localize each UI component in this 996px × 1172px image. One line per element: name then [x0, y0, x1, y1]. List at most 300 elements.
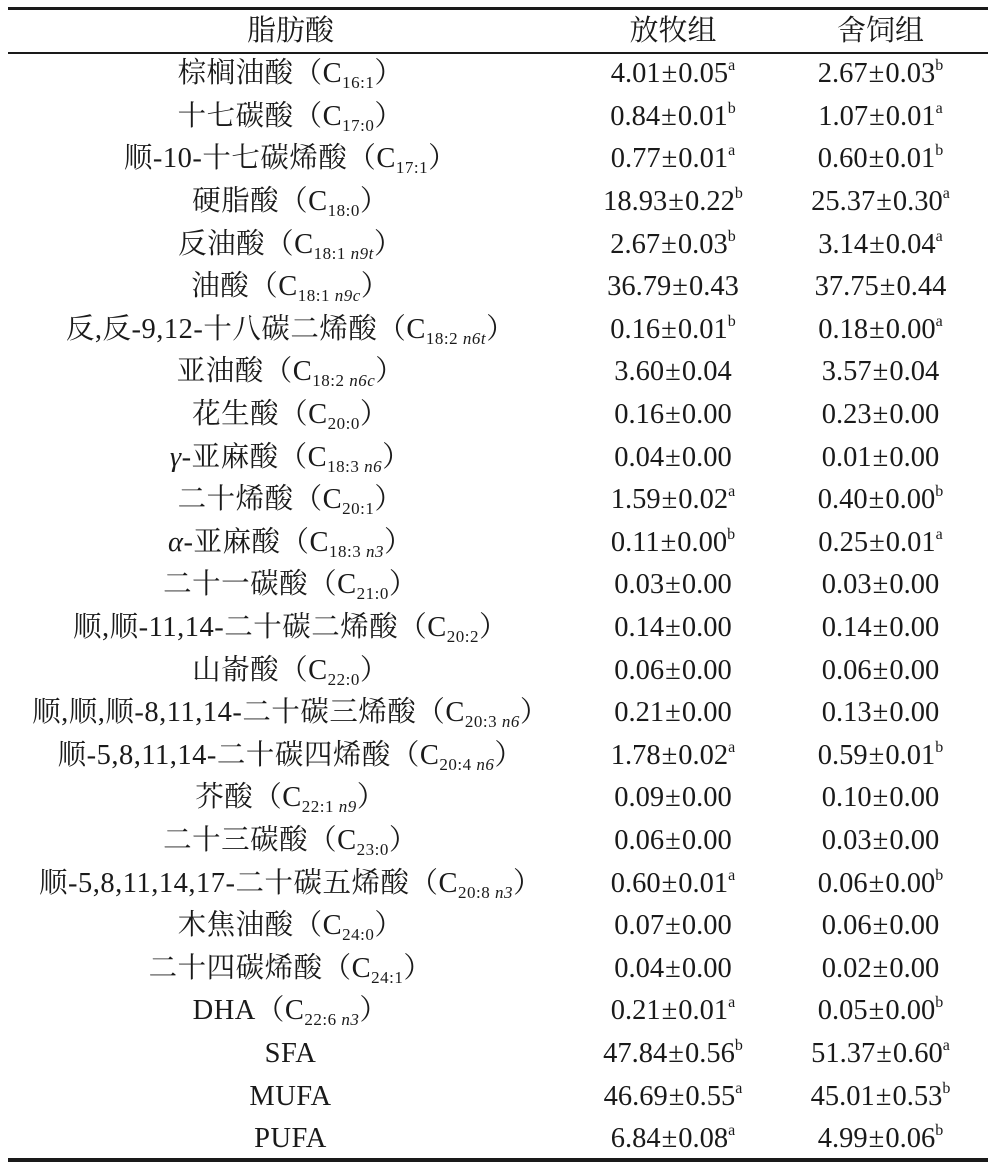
- housed-value-error: 0.01: [885, 739, 936, 771]
- fatty-acid-name-cell: [8, 351, 573, 394]
- housed-value-error: 0.01: [885, 526, 936, 558]
- grazing-value-error: 0.08: [678, 1123, 729, 1155]
- housed-value-error: 0.04: [885, 228, 936, 260]
- plus-minus-symbol: ±: [661, 313, 677, 345]
- housed-value-mean: 25.37: [811, 186, 876, 218]
- fatty-acid-label: 花生酸（C: [192, 399, 328, 431]
- fatty-acid-name-cell: [8, 564, 573, 607]
- housed-value-cell: [773, 96, 988, 139]
- significance-letter: a: [728, 738, 736, 756]
- significance-letter: a: [935, 227, 943, 245]
- subscript-chain: 20:4: [439, 754, 477, 774]
- carbon-notation-subscript: [342, 73, 374, 92]
- closing-paren: ）: [360, 271, 390, 303]
- housed-value-cell: [773, 947, 988, 990]
- housed-value-mean: 0.03: [821, 824, 872, 856]
- fatty-acid-label: -亚麻酸（C: [183, 526, 329, 558]
- fatty-acid-name: [192, 654, 389, 689]
- significance-letter: a: [728, 142, 736, 160]
- table-row: [8, 138, 988, 181]
- plus-minus-symbol: ±: [868, 58, 885, 90]
- fatty-acid-name: [39, 867, 542, 902]
- grazing-value-error: 0.55: [685, 1080, 736, 1112]
- plus-minus-symbol: ±: [661, 100, 677, 132]
- subscript-isomer: n6: [476, 754, 495, 774]
- plus-minus-symbol: ±: [868, 739, 885, 771]
- grazing-value-mean: 0.21: [614, 697, 665, 729]
- plus-minus-symbol: ±: [869, 100, 885, 132]
- plus-minus-symbol: ±: [665, 441, 681, 473]
- plus-minus-symbol: ±: [869, 228, 885, 260]
- subscript-chain: 24:0: [342, 925, 375, 945]
- fatty-acid-name: [254, 1123, 327, 1154]
- plus-minus-symbol: ±: [661, 867, 678, 899]
- grazing-value-cell: [573, 1075, 773, 1118]
- plus-minus-symbol: ±: [665, 612, 681, 644]
- table-row: [8, 905, 988, 948]
- fatty-acid-label: 十七碳酸（C: [177, 100, 343, 132]
- housed-value-mean: 0.03: [821, 569, 872, 601]
- grazing-value-error: 0.01: [677, 313, 728, 345]
- grazing-value-error: 0.01: [677, 100, 728, 132]
- grazing-value-mean: 0.16: [614, 399, 665, 431]
- table-row: [8, 479, 988, 522]
- closing-paren: ）: [388, 824, 418, 856]
- carbon-notation-subscript: [447, 627, 479, 646]
- housed-value-mean: 1.07: [818, 100, 869, 132]
- closing-paren: ）: [359, 399, 389, 431]
- plus-minus-symbol: ±: [660, 526, 677, 558]
- table-row: [8, 1118, 988, 1161]
- fatty-acid-name-cell: [8, 862, 573, 905]
- plus-minus-symbol: ±: [668, 1080, 685, 1112]
- housed-value-mean: 0.06: [821, 910, 872, 942]
- subscript-chain: 22:6: [304, 1010, 342, 1030]
- housed-value-mean: 0.18: [818, 313, 869, 345]
- table-row: [8, 1075, 988, 1118]
- subscript-chain: 18:0: [327, 201, 360, 221]
- plus-minus-symbol: ±: [665, 356, 681, 388]
- plus-minus-symbol: ±: [872, 569, 889, 601]
- housed-value-cell: [773, 990, 988, 1033]
- plus-minus-symbol: ±: [872, 910, 889, 942]
- plus-minus-symbol: ±: [876, 1037, 892, 1069]
- fatty-acid-name-cell: [8, 53, 573, 96]
- fatty-acid-label: 山嵛酸（C: [192, 654, 328, 686]
- housed-value-error: 0.44: [896, 271, 947, 303]
- significance-letter: b: [727, 525, 736, 543]
- plus-minus-symbol: ±: [872, 697, 889, 729]
- carbon-notation-subscript: [302, 797, 357, 816]
- grazing-value-error: 0.01: [678, 867, 729, 899]
- housed-value-cell: [773, 820, 988, 863]
- subscript-chain: 20:3: [464, 712, 502, 732]
- plus-minus-symbol: ±: [868, 995, 885, 1027]
- carbon-notation-subscript: [312, 371, 375, 390]
- fatty-acid-name: [169, 441, 412, 476]
- subscript-chain: 18:3: [328, 541, 366, 561]
- fatty-acid-name: [168, 526, 413, 561]
- plus-minus-symbol: ±: [661, 58, 678, 90]
- fatty-acid-label: 亚油酸（C: [176, 356, 313, 388]
- significance-letter: b: [734, 1036, 743, 1054]
- housed-value-error: 0.04: [889, 356, 940, 388]
- plus-minus-symbol: ±: [868, 484, 885, 516]
- fatty-acid-name-cell: [8, 479, 573, 522]
- fatty-acid-name: [57, 739, 524, 774]
- grazing-value-cell: [573, 96, 773, 139]
- significance-letter: a: [728, 994, 736, 1012]
- housed-value-error: 0.60: [892, 1037, 943, 1069]
- plus-minus-symbol: ±: [665, 697, 681, 729]
- table-row: [8, 990, 988, 1033]
- housed-value-mean: 3.14: [818, 228, 869, 260]
- fatty-acid-label: 顺,顺,顺-8,11,14-二十碳三烯酸（C: [32, 697, 465, 729]
- subscript-chain: 17:1: [395, 158, 429, 178]
- closing-paren: ）: [512, 867, 542, 899]
- closing-paren: ）: [373, 228, 403, 260]
- grazing-value-cell: [573, 692, 773, 735]
- grazing-value-cell: [573, 436, 773, 479]
- subscript-isomer: n9: [338, 797, 357, 817]
- fatty-acid-label: 二十一碳酸（C: [163, 569, 357, 601]
- fatty-acid-name: [191, 271, 390, 306]
- header-grazing-group: 放牧组: [629, 15, 717, 47]
- housed-value-error: 0.00: [885, 867, 936, 899]
- grazing-value-cell: [573, 522, 773, 565]
- housed-value-cell: [773, 692, 988, 735]
- subscript-isomer: n6: [364, 456, 383, 476]
- grazing-value-error: 0.00: [681, 952, 732, 984]
- carbon-notation-subscript: [304, 1010, 359, 1029]
- table-row: [8, 223, 988, 266]
- subscript-chain: 18:3: [327, 456, 365, 476]
- significance-letter: a: [942, 185, 950, 203]
- closing-paren: ）: [359, 186, 389, 218]
- plus-minus-symbol: ±: [875, 1080, 892, 1112]
- table-row: [8, 181, 988, 224]
- subscript-isomer: n9c: [334, 286, 361, 306]
- significance-letter: a: [942, 1036, 950, 1054]
- fatty-acid-name-cell: [8, 692, 573, 735]
- grazing-value-mean: 18.93: [603, 186, 668, 218]
- subscript-isomer: n6t: [462, 328, 487, 348]
- plus-minus-symbol: ±: [668, 186, 684, 218]
- grazing-value-error: 0.00: [681, 654, 732, 686]
- header-housed-group: 舍饲组: [836, 15, 924, 47]
- fatty-acid-name: [65, 313, 516, 348]
- plus-minus-symbol: ±: [872, 356, 889, 388]
- grazing-value-error: 0.00: [681, 569, 732, 601]
- subscript-isomer: n3: [365, 541, 384, 561]
- subscript-isomer: n9t: [350, 243, 374, 263]
- fatty-acid-name-cell: [8, 1075, 573, 1118]
- plus-minus-symbol: ±: [872, 654, 889, 686]
- fatty-acid-name-cell: [8, 947, 573, 990]
- significance-letter: b: [935, 57, 944, 75]
- housed-value-mean: 45.01: [810, 1080, 875, 1112]
- grazing-value-mean: 4.01: [610, 58, 661, 90]
- plus-minus-symbol: ±: [872, 441, 889, 473]
- housed-value-cell: [773, 351, 988, 394]
- carbon-notation-subscript: [328, 670, 360, 689]
- plus-minus-symbol: ±: [876, 186, 892, 218]
- fatty-acid-name-cell: [8, 266, 573, 309]
- grazing-value-cell: [573, 309, 773, 352]
- significance-letter: b: [727, 227, 736, 245]
- carbon-notation-subscript: [439, 755, 494, 774]
- grazing-value-cell: [573, 607, 773, 650]
- fatty-acid-name-cell: [8, 649, 573, 692]
- plus-minus-symbol: ±: [665, 399, 681, 431]
- housed-value-error: 0.00: [885, 995, 936, 1027]
- significance-letter: a: [935, 312, 943, 330]
- grazing-value-error: 0.22: [684, 186, 735, 218]
- grazing-value-cell: [573, 1033, 773, 1076]
- plus-minus-symbol: ±: [668, 1037, 684, 1069]
- housed-value-mean: 4.99: [817, 1123, 868, 1155]
- housed-value-cell: [773, 436, 988, 479]
- grazing-value-error: 0.00: [681, 824, 732, 856]
- closing-paren: ）: [382, 441, 412, 473]
- grazing-value-cell: [573, 479, 773, 522]
- grazing-value-error: 0.02: [678, 739, 729, 771]
- fatty-acid-label: 反,反-9,12-十八碳二烯酸（C: [65, 313, 426, 345]
- plus-minus-symbol: ±: [665, 910, 681, 942]
- housed-value-cell: [773, 53, 988, 96]
- grazing-value-mean: 0.03: [614, 569, 665, 601]
- table-row: [8, 351, 988, 394]
- carbon-notation-subscript: [298, 286, 361, 305]
- grazing-value-cell: [573, 990, 773, 1033]
- grazing-value-error: 0.00: [681, 782, 732, 814]
- grazing-value-mean: 0.60: [610, 867, 661, 899]
- subscript-chain: 20:1: [342, 499, 375, 519]
- fatty-acid-label: 硬脂酸（C: [192, 186, 328, 218]
- fatty-acid-name-cell: [8, 436, 573, 479]
- plus-minus-symbol: ±: [665, 782, 681, 814]
- table-row: [8, 607, 988, 650]
- grazing-value-error: 0.00: [681, 441, 732, 473]
- housed-value-mean: 2.67: [817, 58, 868, 90]
- fatty-acid-label: 木焦油酸（C: [177, 910, 343, 942]
- plus-minus-symbol: ±: [661, 484, 678, 516]
- plus-minus-symbol: ±: [661, 228, 677, 260]
- significance-letter: b: [727, 312, 736, 330]
- plus-minus-symbol: ±: [661, 143, 678, 175]
- housed-value-mean: 0.05: [817, 995, 868, 1027]
- fatty-acid-name-cell: [8, 223, 573, 266]
- housed-value-error: 0.00: [889, 952, 940, 984]
- grazing-value-error: 0.05: [678, 58, 729, 90]
- fatty-acid-name: [163, 569, 418, 604]
- fatty-acid-name: [192, 995, 389, 1030]
- grazing-value-error: 0.56: [684, 1037, 735, 1069]
- grazing-value-cell: [573, 394, 773, 437]
- subscript-chain: 24:1: [371, 967, 404, 987]
- housed-value-mean: 0.23: [821, 399, 872, 431]
- housed-value-error: 0.00: [889, 782, 940, 814]
- fatty-acid-name: [178, 228, 403, 263]
- grazing-value-mean: 36.79: [607, 271, 672, 303]
- carbon-notation-subscript: [314, 244, 374, 263]
- subscript-chain: 21:0: [356, 584, 389, 604]
- table-row: [8, 266, 988, 309]
- housed-value-mean: 51.37: [811, 1037, 876, 1069]
- closing-paren: ）: [494, 739, 524, 771]
- subscript-chain: 20:8: [457, 882, 495, 902]
- plus-minus-symbol: ±: [661, 739, 678, 771]
- significance-letter: a: [728, 57, 736, 75]
- fatty-acid-name-cell: [8, 1118, 573, 1161]
- significance-letter: b: [935, 483, 944, 501]
- carbon-notation-subscript: [329, 542, 384, 561]
- plus-minus-symbol: ±: [661, 995, 678, 1027]
- subscript-chain: 18:1: [313, 243, 351, 263]
- housed-value-error: 0.03: [885, 58, 936, 90]
- significance-letter: b: [935, 142, 944, 160]
- fatty-acid-name-cell: [8, 138, 573, 181]
- grazing-value-error: 0.00: [681, 612, 732, 644]
- housed-value-error: 0.00: [889, 824, 940, 856]
- table-row: [8, 947, 988, 990]
- housed-value-cell: [773, 1118, 988, 1161]
- grazing-value-error: 0.03: [677, 228, 728, 260]
- closing-paren: ）: [374, 58, 404, 90]
- fatty-acid-name: [192, 186, 389, 221]
- fatty-acid-label: SFA: [264, 1037, 317, 1069]
- grazing-value-error: 0.00: [677, 526, 728, 558]
- grazing-value-cell: [573, 820, 773, 863]
- housed-value-mean: 37.75: [814, 271, 879, 303]
- fatty-acid-name-cell: [8, 820, 573, 863]
- fatty-acid-label: 油酸（C: [191, 271, 298, 303]
- subscript-chain: 18:2: [312, 371, 350, 391]
- housed-value-error: 0.00: [889, 612, 940, 644]
- significance-letter: a: [935, 99, 943, 117]
- carbon-notation-subscript: [328, 201, 360, 220]
- carbon-notation-subscript: [465, 712, 520, 731]
- fatty-acid-name-cell: [8, 905, 573, 948]
- housed-value-cell: [773, 862, 988, 905]
- closing-paren: ）: [359, 654, 389, 686]
- plus-minus-symbol: ±: [872, 782, 889, 814]
- table-row: [8, 53, 988, 96]
- grazing-value-mean: 1.78: [610, 739, 661, 771]
- grazing-value-cell: [573, 947, 773, 990]
- subscript-chain: 20:0: [327, 414, 360, 434]
- table-row: [8, 862, 988, 905]
- housed-value-mean: 0.60: [817, 143, 868, 175]
- plus-minus-symbol: ±: [868, 1123, 885, 1155]
- housed-value-error: 0.00: [889, 654, 940, 686]
- table-row: [8, 309, 988, 352]
- plus-minus-symbol: ±: [872, 399, 889, 431]
- plus-minus-symbol: ±: [872, 824, 889, 856]
- table-row: [8, 96, 988, 139]
- fatty-acid-label: DHA（C: [192, 995, 305, 1027]
- housed-value-cell: [773, 522, 988, 565]
- housed-value-mean: 0.01: [821, 441, 872, 473]
- housed-value-error: 0.01: [885, 100, 936, 132]
- housed-value-mean: 0.25: [818, 526, 869, 558]
- significance-letter: a: [728, 866, 736, 884]
- significance-letter: a: [728, 1122, 736, 1140]
- subscript-chain: 23:0: [356, 839, 389, 859]
- housed-value-error: 0.00: [889, 910, 940, 942]
- subscript-chain: 20:2: [446, 627, 479, 647]
- fatty-acid-name-cell: [8, 990, 573, 1033]
- plus-minus-symbol: ±: [665, 824, 681, 856]
- fatty-acid-name-cell: [8, 607, 573, 650]
- subscript-chain: 22:0: [327, 669, 360, 689]
- carbon-notation-subscript: [396, 158, 428, 177]
- grazing-value-mean: 0.04: [614, 441, 665, 473]
- plus-minus-symbol: ±: [661, 1123, 678, 1155]
- table-header-row: [8, 10, 988, 53]
- housed-value-cell: [773, 777, 988, 820]
- significance-letter: b: [734, 185, 743, 203]
- housed-value-mean: 0.10: [821, 782, 872, 814]
- fatty-acid-label: 顺-10-十七碳烯酸（C: [123, 143, 396, 175]
- grazing-value-cell: [573, 862, 773, 905]
- significance-letter: b: [935, 866, 944, 884]
- fatty-acid-name-cell: [8, 1033, 573, 1076]
- carbon-notation-subscript: [342, 116, 374, 135]
- housed-value-cell: [773, 905, 988, 948]
- housed-value-cell: [773, 1033, 988, 1076]
- fatty-acid-name-cell: [8, 522, 573, 565]
- grazing-value-mean: 3.60: [614, 356, 665, 388]
- fatty-acid-name: [177, 484, 404, 519]
- housed-value-cell: [773, 394, 988, 437]
- grazing-value-error: 0.02: [678, 484, 729, 516]
- table-row: [8, 436, 988, 479]
- closing-paren: ）: [388, 569, 418, 601]
- carbon-notation-subscript: [328, 414, 360, 433]
- significance-letter: a: [728, 483, 736, 501]
- housed-value-mean: 3.57: [821, 356, 872, 388]
- fatty-acid-label: 棕榈油酸（C: [177, 58, 343, 90]
- significance-letter: b: [935, 1122, 944, 1140]
- grazing-value-mean: 0.14: [614, 612, 665, 644]
- table-row: [8, 649, 988, 692]
- carbon-notation-subscript: [357, 584, 389, 603]
- housed-value-mean: 0.40: [817, 484, 868, 516]
- subscript-chain: 16:1: [342, 73, 375, 93]
- table-body: [8, 53, 988, 1160]
- housed-value-cell: [773, 138, 988, 181]
- grazing-value-mean: 47.84: [603, 1037, 668, 1069]
- fatty-acid-label: 二十四碳烯酸（C: [148, 952, 372, 984]
- fatty-acid-label: 顺,顺-11,14-二十碳二烯酸（C: [73, 612, 447, 644]
- fatty-acid-name-cell: [8, 96, 573, 139]
- closing-paren: ）: [374, 910, 404, 942]
- grazing-value-cell: [573, 138, 773, 181]
- closing-paren: ）: [403, 952, 433, 984]
- fatty-acid-name: [195, 782, 386, 817]
- grazing-value-mean: 6.84: [610, 1123, 661, 1155]
- fatty-acid-name-cell: [8, 394, 573, 437]
- closing-paren: ）: [383, 526, 413, 558]
- fatty-acid-label: -亚麻酸（C: [181, 441, 328, 473]
- housed-value-mean: 0.02: [821, 952, 872, 984]
- table-row: [8, 394, 988, 437]
- carbon-notation-subscript: [458, 883, 513, 902]
- grazing-value-cell: [573, 735, 773, 778]
- grazing-value-error: 0.04: [681, 356, 732, 388]
- closing-paren: ）: [478, 612, 508, 644]
